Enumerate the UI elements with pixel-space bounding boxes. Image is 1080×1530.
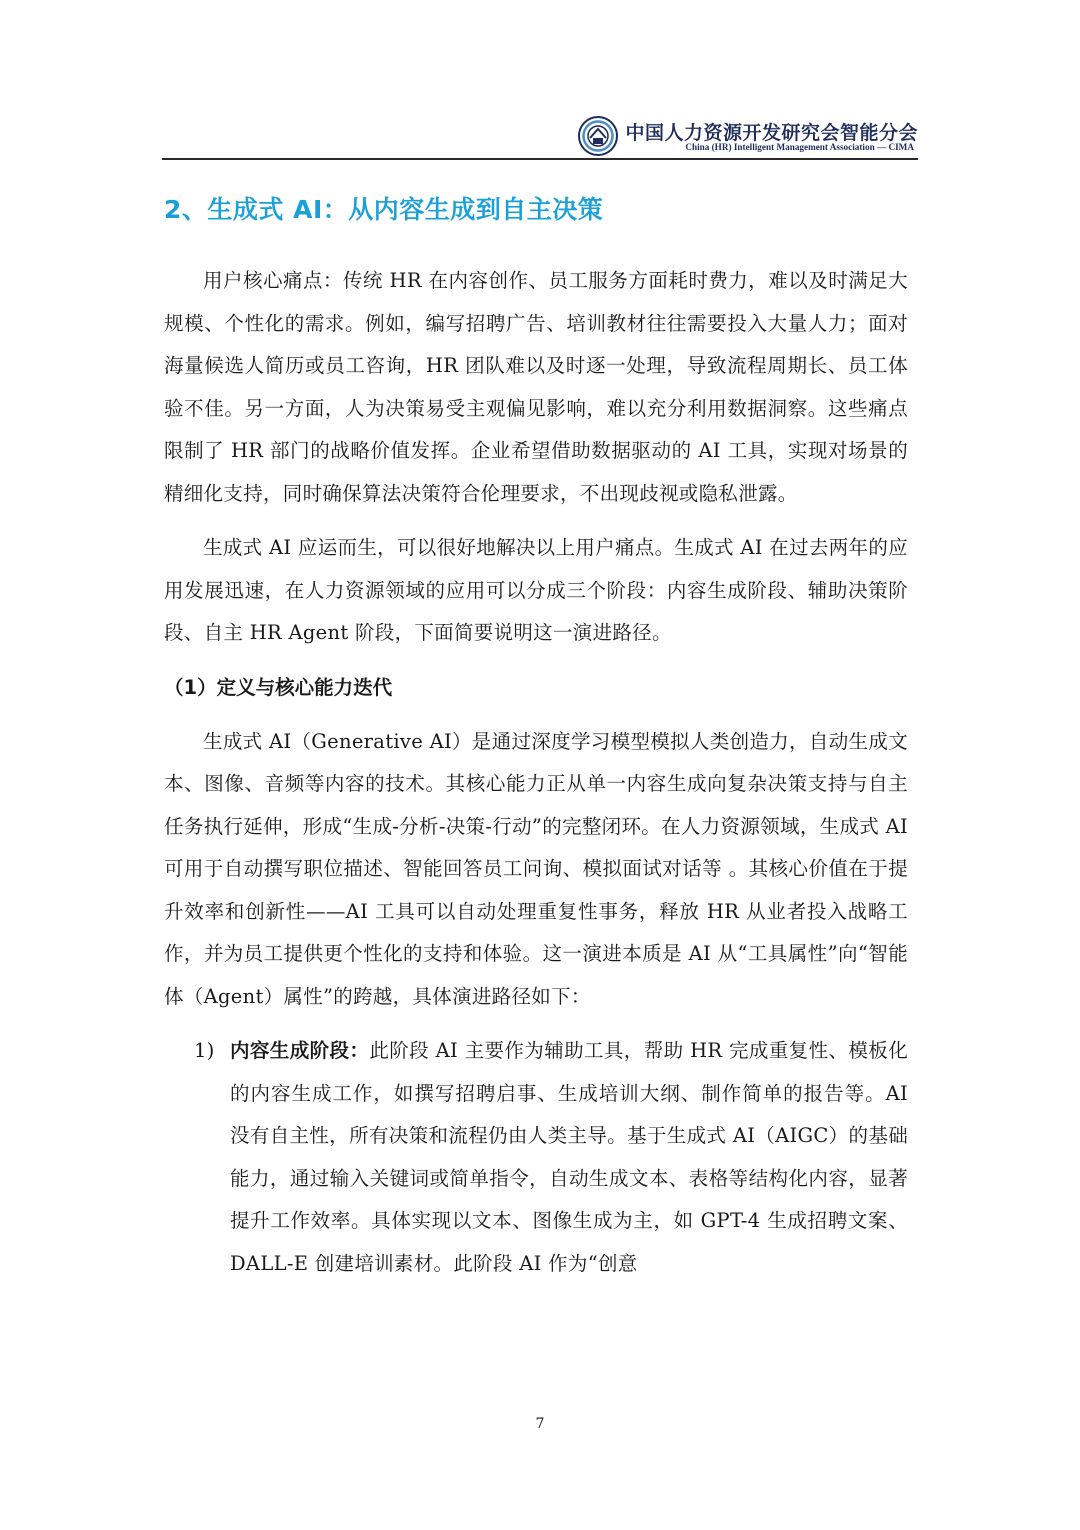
list-item-content-generation <box>194 1030 908 1285</box>
section-title: 2、生成式 AI：从内容生成到自主决策 <box>164 195 604 224</box>
paragraph-generative-ai-intro: 生成式 AI 应运而生，可以很好地解决以上用户痛点。生成式 AI 在过去两年的应用发展迅速，在人力资源领域的应用可以分成三个阶段：内容生成阶段、辅助决策阶段、自主 HR Agent 阶段，下面简要说明这一演进路径。 <box>164 536 908 644</box>
paragraph-pain-points: 用户核心痛点：传统 HR 在内容创作、员工服务方面耗时费力，难以及时满足大规模、个性化的需求。例如，编写招聘广告、培训教材往往需要投入大量人力；面对海量候选人简历或员工咨询，HR 团队难以及时逐一处理，导致流程周期长、员工体验不佳。另一方面，人为决策易受主观偏见影响，难以充分利用数据洞察。这些痛点限制了 HR 部门的战略价值发挥。企业希望借助数据驱动的 AI 工具，实现对场景的精细化支持，同时确保算法决策符合伦理要求，不出现歧视或隐私泄露。 <box>164 269 908 505</box>
document-body <box>164 190 908 1285</box>
organization-name-english: China (HR) Intelligent Management Association — CIMA <box>685 142 914 152</box>
association-seal-logo-icon <box>578 116 618 156</box>
list-item-lead: 内容生成阶段： <box>230 1039 370 1062</box>
paragraph-definition: 生成式 AI（Generative AI）是通过深度学习模型模拟人类创造力，自动生成文本、图像、音频等内容的技术。其核心能力正从单一内容生成向复杂决策支持与自主任务执行延伸，形成“生成-分析-决策-行动”的完整闭环。在人力资源领域，生成式 AI 可用于自动撰写职位描述、智能回答员工问询、模拟面试对话等 。其核心价值在于提升效率和创新性——AI 工具可以自动处理重复性事务，释放 HR 从业者投入战略工作，并为员工提供更个性化的支持和体验。这一演进本质是 AI 从“工具属性”向“智能体（Agent）属性”的跨越，具体演进路径如下： <box>164 729 908 1008</box>
organization-name: 中国人力资源开发研究会智能分会 <box>625 122 918 144</box>
list-item-number: 1) <box>194 1039 215 1062</box>
page-number: 7 <box>535 1416 545 1432</box>
subheading-definition: （1）定义与核心能力迭代 <box>164 675 393 699</box>
header-divider <box>162 158 918 160</box>
page-header <box>162 112 918 160</box>
list-item-text: 此阶段 AI 主要作为辅助工具，帮助 HR 完成重复性、模板化的内容生成工作，如撰写招聘启事、生成培训大纲、制作简单的报告等。AI 没有自主性，所有决策和流程仍由人类主导。基于生成式 AI（AIGC）的基础能力，通过输入关键词或简单指令，自动生成文本、表格等结构化内容，显著提升工作效率。具体实现以文本、图像生成为主，如 GPT-4 生成招聘文案、DALL-E 创建培训素材。此阶段 AI 作为“创意 <box>230 1039 908 1275</box>
